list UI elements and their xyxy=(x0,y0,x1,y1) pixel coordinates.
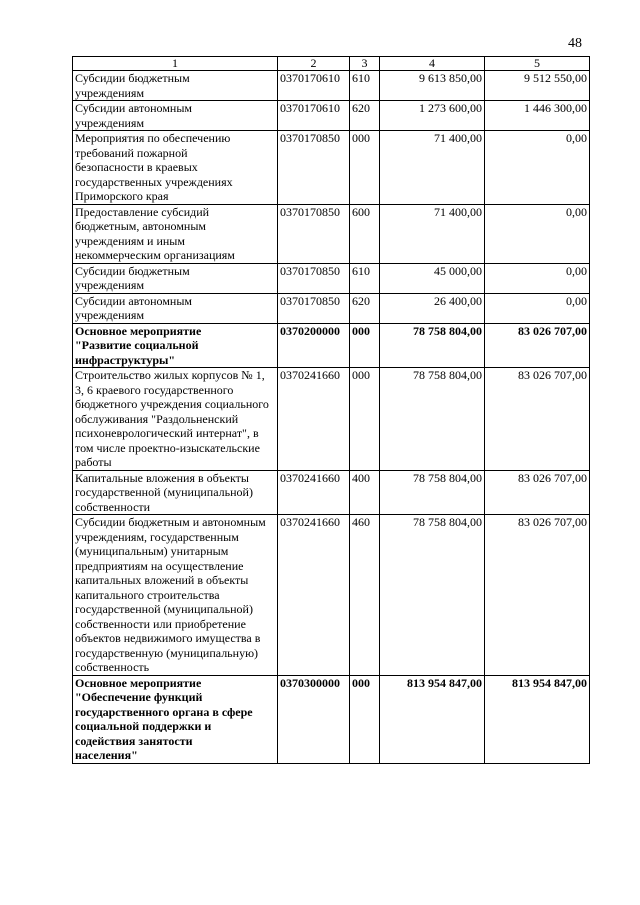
row-vr-cell: 000 xyxy=(350,131,380,205)
table-row xyxy=(73,71,590,101)
row-name-cell: Субсидии автономным учреждениям xyxy=(73,293,278,323)
row-sum-2020-cell: 71 400,00 xyxy=(380,131,485,205)
row-sum-2020-cell: 26 400,00 xyxy=(380,293,485,323)
budget-table xyxy=(72,56,590,764)
row-sum-2021-cell: 0,00 xyxy=(485,293,590,323)
row-name-cell: Предоставление субсидий бюджетным, автономным учреждениям и иным некоммерческим организациям xyxy=(73,204,278,263)
row-name-cell: Основное мероприятие "Развитие социальной инфраструктуры" xyxy=(73,323,278,368)
row-sum-2021-cell: 9 512 550,00 xyxy=(485,71,590,101)
page-number: 48 xyxy=(568,36,582,51)
row-sum-2020-cell: 1 273 600,00 xyxy=(380,101,485,131)
row-vr-cell: 620 xyxy=(350,293,380,323)
row-vr-cell: 000 xyxy=(350,323,380,368)
table-row xyxy=(73,470,590,515)
row-csr-cell: 0370300000 xyxy=(278,675,350,763)
row-csr-cell: 0370241660 xyxy=(278,515,350,676)
column-header: 5 xyxy=(485,57,590,71)
row-csr-cell: 0370170850 xyxy=(278,263,350,293)
row-sum-2020-cell: 813 954 847,00 xyxy=(380,675,485,763)
column-header: 4 xyxy=(380,57,485,71)
row-sum-2021-cell: 83 026 707,00 xyxy=(485,515,590,676)
row-vr-cell: 600 xyxy=(350,204,380,263)
row-sum-2021-cell: 813 954 847,00 xyxy=(485,675,590,763)
row-vr-cell: 460 xyxy=(350,515,380,676)
table-row xyxy=(73,675,590,763)
column-header: 3 xyxy=(350,57,380,71)
row-csr-cell: 0370170850 xyxy=(278,293,350,323)
row-vr-cell: 400 xyxy=(350,470,380,515)
row-name-cell: Субсидии бюджетным учреждениям xyxy=(73,71,278,101)
row-csr-cell: 0370200000 xyxy=(278,323,350,368)
row-sum-2020-cell: 78 758 804,00 xyxy=(380,470,485,515)
row-csr-cell: 0370170850 xyxy=(278,204,350,263)
table-row xyxy=(73,515,590,676)
row-sum-2021-cell: 0,00 xyxy=(485,263,590,293)
row-sum-2020-cell: 71 400,00 xyxy=(380,204,485,263)
row-sum-2020-cell: 78 758 804,00 xyxy=(380,323,485,368)
row-name-cell: Строительство жилых корпусов № 1, 3, 6 краевого государственного бюджетного учреждения социального обслуживания "Раздольненский психоневрологический интернат", в том числе проектно-изыскательские работы xyxy=(73,368,278,471)
row-csr-cell: 0370170610 xyxy=(278,101,350,131)
row-sum-2021-cell: 83 026 707,00 xyxy=(485,470,590,515)
column-header: 1 xyxy=(73,57,278,71)
row-name-cell: Субсидии автономным учреждениям xyxy=(73,101,278,131)
table-row xyxy=(73,204,590,263)
row-sum-2020-cell: 9 613 850,00 xyxy=(380,71,485,101)
row-sum-2020-cell: 45 000,00 xyxy=(380,263,485,293)
row-name-cell: Капитальные вложения в объекты государственной (муниципальной) собственности xyxy=(73,470,278,515)
row-csr-cell: 0370241660 xyxy=(278,470,350,515)
row-vr-cell: 000 xyxy=(350,675,380,763)
row-sum-2020-cell: 78 758 804,00 xyxy=(380,368,485,471)
row-sum-2021-cell: 0,00 xyxy=(485,131,590,205)
table-row xyxy=(73,293,590,323)
row-vr-cell: 610 xyxy=(350,71,380,101)
table-row xyxy=(73,368,590,471)
row-name-cell: Субсидии бюджетным и автономным учреждениям, государственным (муниципальным) унитарным предприятиям на осуществление капитальных вложений в объекты капитального строительства государственной (муниципальной) собственности или приобретение объектов недвижимого имущества в государственную (муниципальную) собственность xyxy=(73,515,278,676)
row-csr-cell: 0370170610 xyxy=(278,71,350,101)
row-sum-2021-cell: 83 026 707,00 xyxy=(485,323,590,368)
row-sum-2021-cell: 1 446 300,00 xyxy=(485,101,590,131)
row-vr-cell: 610 xyxy=(350,263,380,293)
column-header: 2 xyxy=(278,57,350,71)
row-csr-cell: 0370170850 xyxy=(278,131,350,205)
row-name-cell: Субсидии бюджетным учреждениям xyxy=(73,263,278,293)
table-header-row xyxy=(73,57,590,71)
row-sum-2021-cell: 83 026 707,00 xyxy=(485,368,590,471)
row-name-cell: Мероприятия по обеспечению требований пожарной безопасности в краевых государственных учреждениях Приморского края xyxy=(73,131,278,205)
table-row xyxy=(73,323,590,368)
row-vr-cell: 000 xyxy=(350,368,380,471)
table-row xyxy=(73,131,590,205)
row-sum-2021-cell: 0,00 xyxy=(485,204,590,263)
row-sum-2020-cell: 78 758 804,00 xyxy=(380,515,485,676)
row-vr-cell: 620 xyxy=(350,101,380,131)
row-name-cell: Основное мероприятие "Обеспечение функций государственного органа в сфере социальной поддержки и содействия занятости населения" xyxy=(73,675,278,763)
row-csr-cell: 0370241660 xyxy=(278,368,350,471)
table-row xyxy=(73,101,590,131)
table-row xyxy=(73,263,590,293)
